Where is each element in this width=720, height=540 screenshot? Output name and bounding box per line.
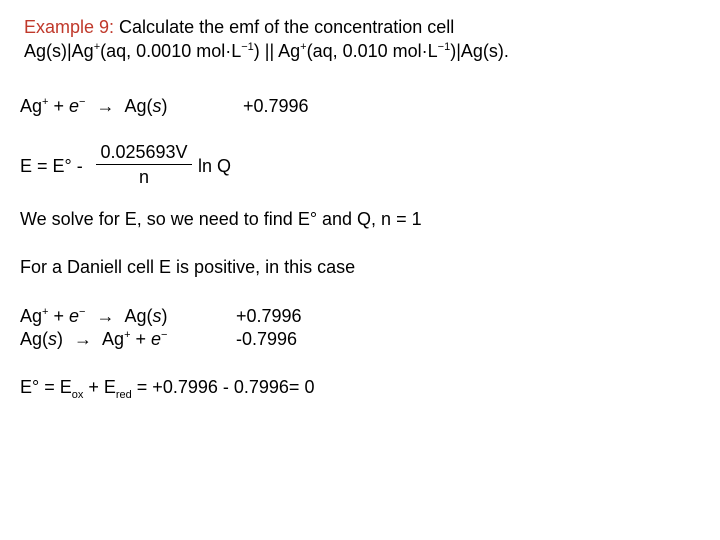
reaction-2: Ag(s) → Ag+ + e− — [20, 329, 168, 349]
nernst-denominator: n — [138, 167, 149, 187]
half-reaction: Ag+ + e− → Ag(s) — [20, 96, 168, 116]
arrow-icon: → — [96, 96, 115, 116]
result-equation: $E^\circ = E_{ox} + E_{red} = +0.7996 - 0.7996= 0$ — [20, 377, 315, 401]
title-line-2: Ag(s)|Ag+(aq, 0.0010 $mol\cdot L^{-1}$) || Ag+(aq, 0.010 $mol\cdot L^{-1})|Ag(s)$. — [24, 41, 509, 61]
reaction-1: Ag+ + e− → Ag(s) — [20, 306, 168, 326]
statement-daniell: For a Daniell cell E is positive, in this case — [20, 257, 356, 277]
reaction-1-potential: +0.7996 — [236, 306, 302, 326]
reaction-2-potential: -0.7996 — [236, 329, 298, 349]
title-line-1 — [24, 16, 454, 38]
arrow-icon: → — [96, 306, 115, 326]
nernst-fraction — [96, 142, 192, 187]
nernst-numerator: 0.025693V — [100, 142, 188, 162]
arrow-icon: → — [74, 329, 93, 349]
title-text: Calculate the emf of the concentration cell — [114, 17, 455, 37]
fraction-bar — [96, 164, 192, 165]
example-label: Example 9: — [24, 17, 115, 37]
nernst-rhs: ln Q — [198, 156, 232, 176]
half-reaction-potential: +0.7996 — [243, 96, 309, 116]
statement-solve: We solve for E, so we need to find E° and Q, n = 1 — [20, 209, 422, 229]
nernst-lhs: E = E° - — [20, 156, 83, 176]
